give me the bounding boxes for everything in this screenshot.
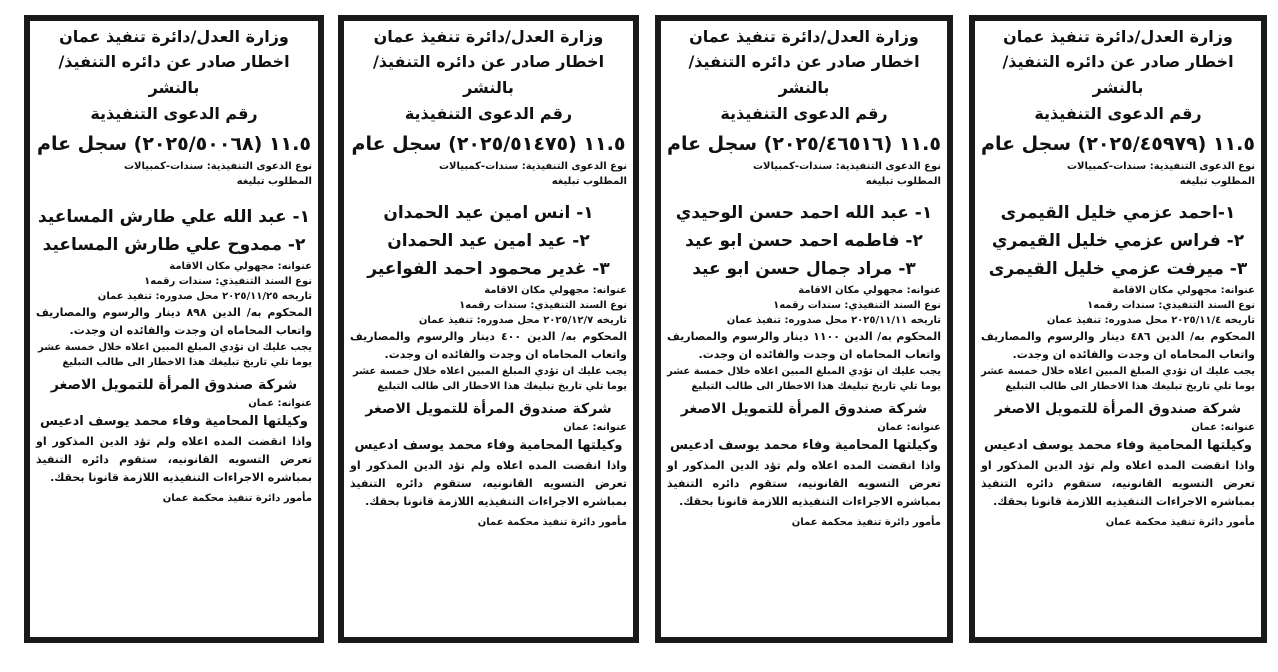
debtor-name: ٣- ميرفت عزمي خليل القيمرى (988, 259, 1248, 279)
case-type: نوع الدعوى التنفيذية: سندات-كمبيالات (124, 161, 312, 172)
ministry-title: وزارة العدل/دائرة تنفيذ عمان (373, 27, 604, 46)
notice-title: اخطار صادر عن دائره التنفيذ/ بالنشر (58, 52, 290, 97)
warning-text: واذا انقضت المده اعلاه ولم تؤد الدين المذكور او تعرض التسويه القانونيه، ستقوم دائره التنفيذ بمباشره الاجراءات التنفيذيه اللازمة قانونا بحقك. (350, 459, 627, 508)
case-label: رقم الدعوى التنفيذية (90, 104, 258, 123)
requested-label: المطلوب تبليغه (1179, 176, 1255, 187)
payment-notice: يجب عليك ان تؤدي المبلغ المبين اعلاه خلال خمسة عشر يوما تلي تاريخ تبليغك هذا الاخطار الى طالب التبليغ (37, 342, 312, 368)
debtor-name: ٣- مراد جمال حسن ابو عيد (692, 259, 916, 279)
notice-title: اخطار صادر عن دائره التنفيذ/ بالنشر (688, 52, 920, 97)
debtor-name: ٢- فاطمه احمد حسن ابو عيد (685, 231, 923, 251)
amount-text: المحكوم به/ الدين ٤٠٠ دينار والرسوم والمصاريف واتعاب المحاماه ان وجدت والفائده ان وجدت. (350, 330, 627, 361)
amount-text: المحكوم به/ الدين ١١٠٠ دينار والرسوم والمصاريف واتعاب المحاماه ان وجدت والفائده ان وجدت. (667, 330, 941, 361)
document-date: تاريخه ٢٠٢٥/١٢/٧ محل صدوره: تنفيذ عمان (418, 315, 627, 326)
case-label: رقم الدعوى التنفيذية (720, 104, 888, 123)
ministry-title: وزارة العدل/دائرة تنفيذ عمان (689, 27, 919, 46)
ministry-title: وزارة العدل/دائرة تنفيذ عمان (59, 27, 289, 46)
warning-text: واذا انقضت المده اعلاه ولم تؤد الدين المذكور او تعرض التسويه القانونيه، ستقوم دائره التنفيذ بمباشره الاجراءات التنفيذيه اللازمة قانونا بحقك. (667, 459, 941, 508)
warning-text: واذا انقضت المده اعلاه ولم تؤد الدين المذكور او تعرض التسويه القانونيه، ستقوم دائره التنفيذ بمباشره الاجراءات التنفيذيه اللازمة قانونا بحقك. (981, 459, 1255, 508)
requested-label: المطلوب تبليغه (551, 176, 627, 187)
payment-notice: يجب عليك ان تؤدي المبلغ المبين اعلاه خلال خمسة عشر يوما تلي تاريخ تبليغك هذا الاخطار الى طالب التبليغ (352, 366, 627, 392)
debtor-address: عنوانه: مجهولي مكان الاقامة (169, 261, 312, 272)
requested-label: المطلوب تبليغه (236, 176, 312, 187)
officer-signature: مأمور دائرة تنفيذ محكمة عمان (477, 517, 627, 528)
lawyer-name: وكيلتها المحامية وفاء محمد يوسف ادعيس (670, 438, 938, 453)
document-date: تاريخه ٢٠٢٥/١١/٢٥ محل صدوره: تنفيذ عمان (97, 291, 312, 302)
payment-notice: يجب عليك ان تؤدي المبلغ المبين اعلاه خلال خمسة عشر يوما تلي تاريخ تبليغك هذا الاخطار الى طالب التبليغ (666, 366, 941, 392)
case-number: ١١.٥ (٢٠٢٥/٤٦٥١٦) سجل عام (667, 133, 941, 155)
debtor-address: عنوانه: مجهولي مكان الاقامة (798, 285, 941, 296)
document-date: تاريخه ٢٠٢٥/١١/١١ محل صدوره: تنفيذ عمان (726, 315, 941, 326)
debtor-name: ١-احمد عزمي خليل القيمرى (1000, 203, 1236, 223)
warning-text: واذا انقضت المده اعلاه ولم تؤد الدين المذكور او تعرض التسويه القانونيه، ستقوم دائره التنفيذ بمباشره الاجراءات التنفيذيه اللازمة قانونا بحقك. (36, 435, 312, 484)
case-type: نوع الدعوى التنفيذية: سندات-كمبيالات (439, 161, 627, 172)
company-address: عنوانه: عمان (248, 398, 312, 409)
ministry-title: وزارة العدل/دائرة تنفيذ عمان (1003, 27, 1233, 46)
debtor-name: ١- انس امين عيد الحمدان (383, 203, 594, 223)
officer-signature: مأمور دائرة تنفيذ محكمة عمان (1105, 517, 1255, 528)
document-date: تاريخه ٢٠٢٥/١١/٤ محل صدوره: تنفيذ عمان (1046, 315, 1255, 326)
case-number: ١١.٥ (٢٠٢٥/٥١٤٧٥) سجل عام (351, 133, 626, 155)
officer-signature: مأمور دائرة تنفيذ محكمة عمان (791, 517, 941, 528)
case-label: رقم الدعوى التنفيذية (404, 104, 573, 123)
debtor-address: عنوانه: مجهولي مكان الاقامة (484, 285, 627, 296)
document-type: نوع السند التنفيذي: سندات رقمه١ (144, 276, 312, 287)
creditor-company: شركة صندوق المرأة للتمويل الاصغر (50, 377, 298, 393)
company-address: عنوانه: عمان (1191, 422, 1255, 433)
case-number: ١١.٥ (٢٠٢٥/٥٠٠٦٨) سجل عام (37, 133, 311, 155)
requested-label: المطلوب تبليغه (865, 176, 941, 187)
notice-title: اخطار صادر عن دائره التنفيذ/ بالنشر (372, 52, 605, 97)
document-type: نوع السند التنفيذي: سندات رقمه١ (1087, 300, 1255, 311)
legal-notice-3 (338, 15, 639, 643)
case-type: نوع الدعوى التنفيذية: سندات-كمبيالات (753, 161, 941, 172)
amount-text: المحكوم به/ الدين ٨٩٨ دينار والرسوم والمصاريف واتعاب المحاماه ان وجدت والفائده ان وجدت. (36, 306, 312, 337)
legal-notice-4 (24, 15, 324, 643)
notice-title: اخطار صادر عن دائره التنفيذ/ بالنشر (1002, 52, 1234, 97)
debtor-name: ٣- غدير محمود احمد الفواعير (367, 259, 610, 279)
debtor-name: ٢- عيد امين عيد الحمدان (387, 231, 590, 251)
debtor-address: عنوانه: مجهولي مكان الاقامة (1112, 285, 1255, 296)
debtor-name: ١- عبد الله علي طارش المساعيد (38, 207, 310, 227)
case-type: نوع الدعوى التنفيذية: سندات-كمبيالات (1067, 161, 1255, 172)
debtor-name: ٢- فراس عزمي خليل القيمري (991, 231, 1245, 251)
amount-text: المحكوم به/ الدين ٤٨٦ دينار والرسوم والمصاريف واتعاب المحاماه ان وجدت والفائده ان وجدت. (981, 330, 1255, 361)
lawyer-name: وكيلتها المحامية وفاء محمد يوسف ادعيس (40, 414, 308, 429)
debtor-name: ١- عبد الله احمد حسن الوحيدي (675, 203, 933, 223)
officer-signature: مأمور دائرة تنفيذ محكمة عمان (162, 493, 312, 504)
creditor-company: شركة صندوق المرأة للتمويل الاصغر (994, 401, 1242, 417)
case-number: ١١.٥ (٢٠٢٥/٤٥٩٧٩) سجل عام (981, 133, 1255, 155)
legal-notice-2 (655, 15, 953, 643)
document-type: نوع السند التنفيذي: سندات رقمه١ (459, 300, 627, 311)
lawyer-name: وكيلتها المحامية وفاء محمد يوسف ادعيس (354, 438, 623, 453)
creditor-company: شركة صندوق المرأة للتمويل الاصغر (680, 401, 928, 417)
company-address: عنوانه: عمان (563, 422, 627, 433)
creditor-company: شركة صندوق المرأة للتمويل الاصغر (365, 401, 612, 417)
document-type: نوع السند التنفيذي: سندات رقمه١ (773, 300, 941, 311)
debtor-name: ٢- ممدوح علي طارش المساعيد (42, 235, 306, 255)
case-label: رقم الدعوى التنفيذية (1034, 104, 1202, 123)
lawyer-name: وكيلتها المحامية وفاء محمد يوسف ادعيس (984, 438, 1252, 453)
legal-notice-1 (969, 15, 1267, 643)
payment-notice: يجب عليك ان تؤدي المبلغ المبين اعلاه خلال خمسة عشر يوما تلي تاريخ تبليغك هذا الاخطار الى طالب التبليغ (980, 366, 1255, 392)
company-address: عنوانه: عمان (877, 422, 941, 433)
